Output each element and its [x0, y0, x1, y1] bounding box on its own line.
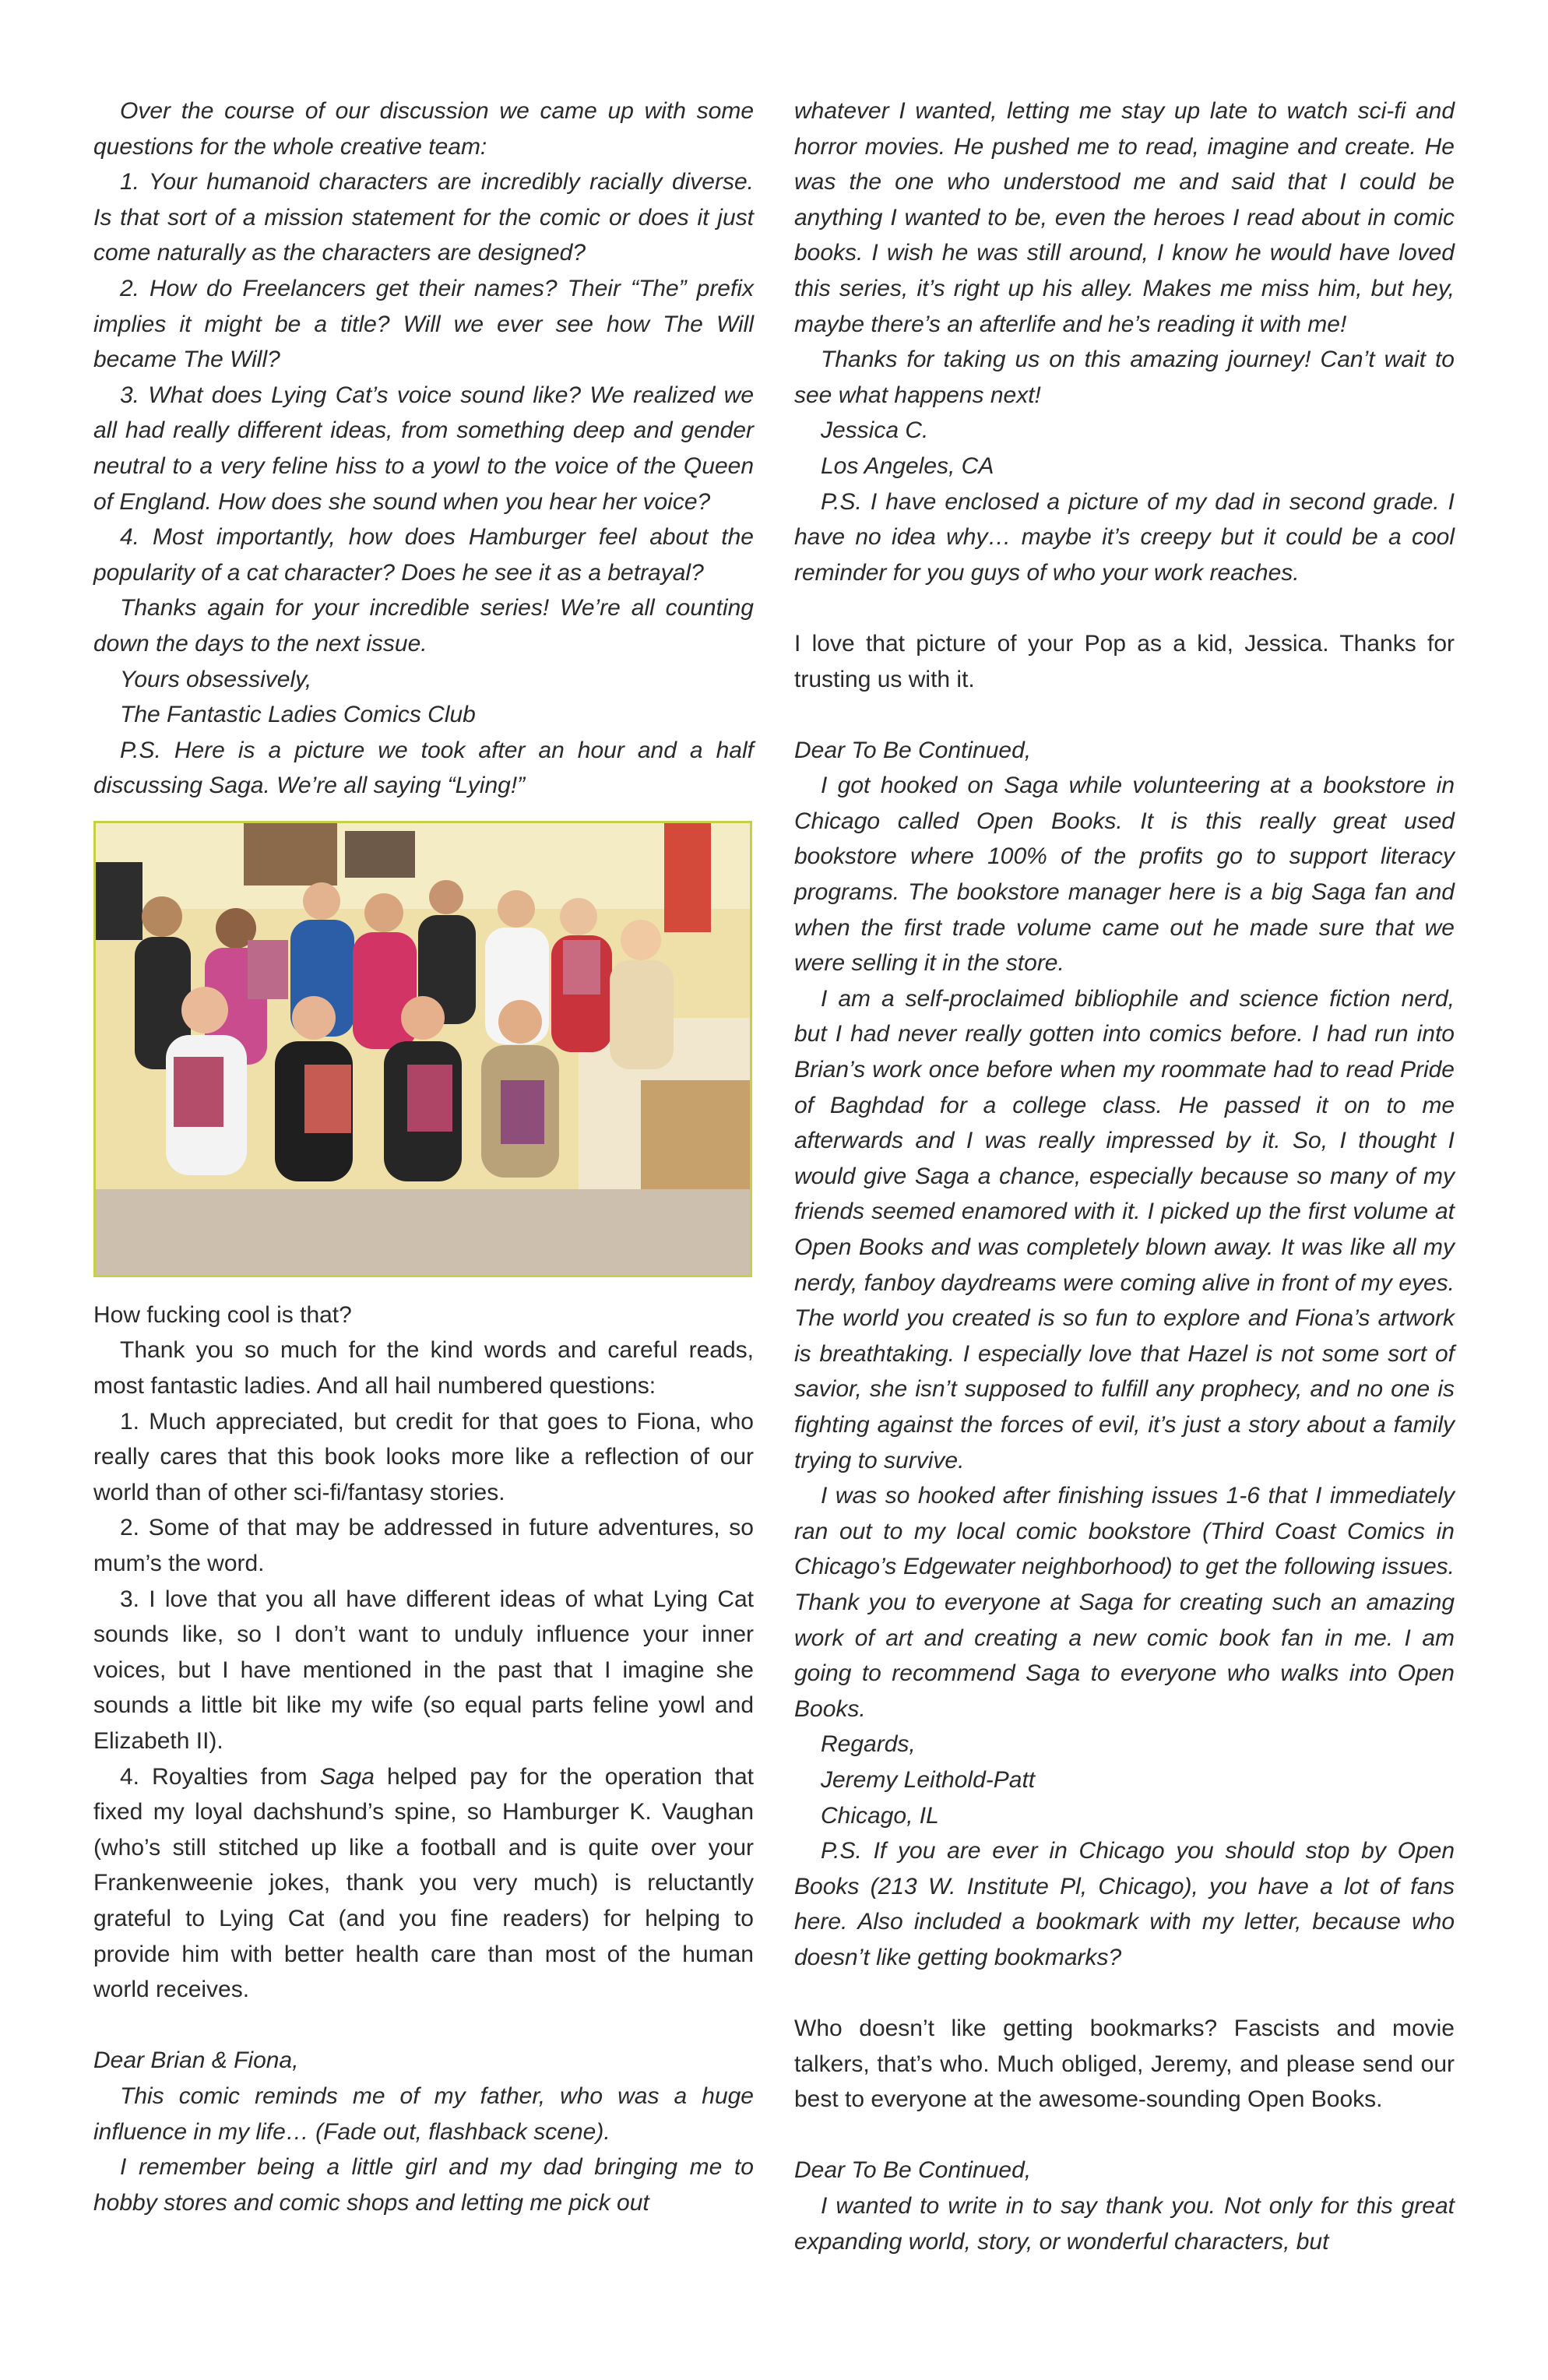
- answer-2: 2. Some of that may be addressed in future adventures, so mum’s the word.: [93, 1515, 754, 1577]
- letter2-name: Jessica C.: [821, 417, 929, 444]
- reply3: Who doesn’t like getting bookmarks? Fascists and movie talkers, that’s who. Much obliged, Jeremy, and please send our best to everyone at the awesome-sounding Open Books.: [794, 2016, 1455, 2113]
- spacer: [794, 2118, 1455, 2153]
- answer-4: [93, 1759, 754, 2008]
- right-column: [794, 93, 1455, 2259]
- spacer: [93, 2008, 754, 2044]
- reply-intro: How fucking cool is that?: [93, 1301, 352, 1328]
- answer-4-end: helped pay for the operation that fixed my loyal dachshund’s spine, so Hamburger K. Vaughan (who’s still stitched up like a football and is quite over your Frankenweenie jokes, thank you very much) is reluctantly grateful to Lying Cat (and you fine readers) for helping to provide him with better health care than most of the human world receives.: [93, 1763, 754, 2003]
- letter2-salutation: Dear Brian & Fiona,: [93, 2047, 299, 2074]
- reply-thanks: Thank you so much for the kind words and careful reads, most fantastic ladies. And all hail numbered questions:: [93, 1337, 754, 1399]
- letter2-p2: I remember being a little girl and my dad bringing me to hobby stores and comic shops and letting me pick out: [93, 2154, 754, 2216]
- letter3-p3: I was so hooked after finishing issues 1-6 that I immediately ran out to my local comic bookstore (Third Coast Comics in Chicago’s Edgewater neighborhood) to get the following issues. Thank you to everyone at Saga for creating such an amazing work of art and creating a new comic book fan in me. I am going to recommend Saga to everyone who walks into Open Books.: [794, 1483, 1455, 1722]
- letter3-location: Chicago, IL: [821, 1802, 939, 1829]
- letter3-p1: I got hooked on Saga while volunteering at a bookstore in Chicago called Open Books. It is this really great used bookstore where 100% of the profits go to support literacy programs. The bookstore manager here is a big Saga fan and when the first trade volume came out he made sure that we were selling it in the store.: [794, 773, 1455, 977]
- answer-1: 1. Much appreciated, but credit for that goes to Fiona, who really cares that this book looks more like a reflection of our world than of other sci-fi/fantasy stories.: [93, 1408, 754, 1505]
- answer-4-start: 4. Royalties from: [120, 1763, 320, 1790]
- letter2-p1: This comic reminds me of my father, who was a huge influence in my life… (Fade out, flashback scene).: [93, 2082, 754, 2145]
- group-photo: [93, 821, 752, 1277]
- letter-postscript: P.S. Here is a picture we took after an hour and a half discussing Saga. We’re all saying “Lying!”: [93, 737, 754, 799]
- letter4-salutation: Dear To Be Continued,: [794, 2157, 1032, 2184]
- reply2: I love that picture of your Pop as a kid, Jessica. Thanks for trusting us with it.: [794, 630, 1455, 692]
- spacer: [794, 697, 1455, 733]
- question-4: 4. Most importantly, how does Hamburger feel about the popularity of a cat character? Does he see it as a betrayal?: [93, 524, 754, 586]
- question-3: 3. What does Lying Cat’s voice sound like? We realized we all had really different ideas, from something deep and gender neutral to a very feline hiss to a yowl to the voice of the Queen of England. How does she sound when you hear her voice?: [93, 382, 754, 515]
- letter-signature: The Fantastic Ladies Comics Club: [120, 702, 476, 728]
- letter4-p1: I wanted to write in to say thank you. Not only for this great expanding world, story, or wonderful characters, but: [794, 2193, 1455, 2255]
- question-2: 2. How do Freelancers get their names? Their “The” prefix implies it might be a title? Will we ever see how The Will became The Will?: [93, 275, 754, 373]
- letter3-p2: I am a self-proclaimed bibliophile and science fiction nerd, but I had never really gotten into comics before. I had run into Brian’s work once before when my roommate had to read Pride of Baghdad for a college class. He passed it on to me afterwards and I was really impressed by it. So, I thought I would give Saga a chance, especially because so many of my friends seemed enamored with it. I picked up the first volume at Open Books and was completely blown away. It was like all my nerdy, fanboy daydreams were coming alive in front of my eyes. The world you created is so fun to explore and Fiona’s artwork is breathtaking. I especially love that Hazel is not some sort of savior, she isn’t supposed to fulfill any prophecy, and no one is fighting against the forces of evil, it’s just a story about a family trying to survive.: [794, 985, 1455, 1473]
- letter-signoff: Yours obsessively,: [120, 666, 312, 692]
- spacer: [794, 1975, 1455, 2011]
- letter3-salutation: Dear To Be Continued,: [794, 737, 1032, 763]
- letter3-name: Jeremy Leithold-Patt: [821, 1766, 1036, 1793]
- left-column: [93, 93, 754, 2220]
- letter2-postscript: P.S. I have enclosed a picture of my dad in second grade. I have no idea why… maybe it’s creepy but it could be a cool reminder for you guys of who your work reaches.: [794, 488, 1455, 586]
- group-photo-illustration: [96, 823, 752, 1277]
- letter3-postscript: P.S. If you are ever in Chicago you should stop by Open Books (213 W. Institute Pl, Chicago), you have a lot of fans here. Also included a bookmark with my letter, because who doesn’t like getting bookmarks?: [794, 1838, 1455, 1970]
- spacer: [794, 590, 1455, 626]
- question-1: 1. Your humanoid characters are incredibly racially diverse. Is that sort of a mission statement for the comic or does it just come naturally as the characters are designed?: [93, 169, 754, 266]
- letter-thanks: Thanks again for your incredible series! We’re all counting down the days to the next issue.: [93, 595, 754, 657]
- letter2-location: Los Angeles, CA: [821, 452, 994, 479]
- answer-4-title: Saga: [319, 1763, 375, 1790]
- answer-3: 3. I love that you all have different ideas of what Lying Cat sounds like, so I don’t want to unduly influence your inner voices, but I have mentioned in the past that I imagine she sounds a little bit like my wife (so equal parts feline yowl and Elizabeth II).: [93, 1586, 754, 1754]
- letter-intro: Over the course of our discussion we came up with some questions for the whole creative team:: [93, 98, 754, 160]
- letter2-thanks: Thanks for taking us on this amazing journey! Can’t wait to see what happens next!: [794, 347, 1455, 408]
- letter2-p2-cont: whatever I wanted, letting me stay up late to watch sci-fi and horror movies. He pushed me to read, imagine and create. He was the one who understood me and said that I could be anything I wanted to be, even the heroes I read about in comic books. I wish he was still around, I know he would have loved this series, it’s right up his alley. Makes me miss him, but hey, maybe there’s an afterlife and he’s reading it with me!: [794, 98, 1455, 337]
- letter3-signoff: Regards,: [821, 1731, 916, 1758]
